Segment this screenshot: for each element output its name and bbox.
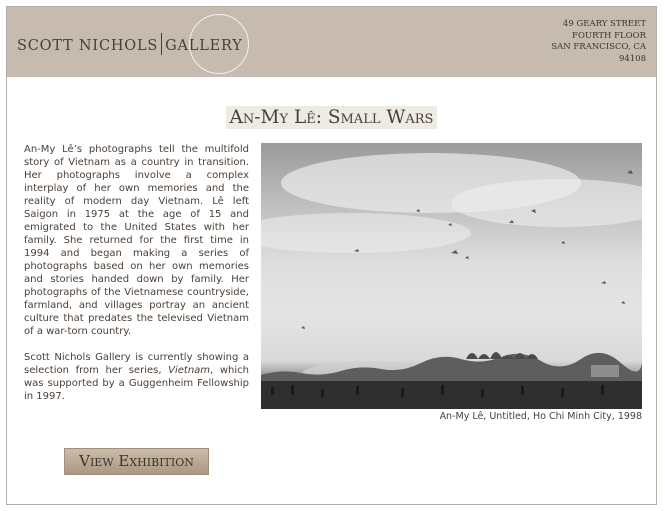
bio-series-name: Vietnam [168,365,211,376]
address-line-street: 49 GEARY STREET [562,19,646,29]
view-exhibition-button[interactable]: View Exhibition [64,448,209,475]
logo-text-left: SCOTT NICHOLS [17,38,159,54]
artist-bio [24,143,249,416]
photo-scene [261,143,642,409]
logo-circle-icon [189,14,249,74]
address-line-zip: 94108 [618,53,646,64]
address-line-city: SAN FRANCISCO, CA [551,42,646,52]
address-line-floor: FOURTH FLOOR [572,30,646,41]
photo-caption: An-My Lê, Untitled, Ho Chi Minh City, 1998 [439,411,642,422]
page-frame [6,6,657,505]
exhibition-title [7,107,656,128]
bio-p2-end: , which was supported by a Guggenheim Fellowship in 1997. [24,365,249,402]
bio-paragraph-1: An-My Lê’s photographs tell the multifold story of Vietnam as a country in transition. Her photographs involve a complex interplay of her own memories and the reality of modern day Vietnam. Lê left Saigon in 1975 at the age of 15 and emigrated to the United States with her family. She returned for the first time in 1994 and began making a series of photographs based on her own memories and stories handed down by family. Her photographs of the Vietnamese countryside, farmland, and villages portray an ancient culture that predates the televised Vietnam of a war-torn country. [24,144,249,337]
logo-divider [161,33,162,55]
exhibition-title-text: An-My Lê: Small Wars [226,106,438,129]
bio-paragraph-2 [24,351,249,403]
bio-p2-start: Scott Nichols Gallery is currently showing a selection from her series, [24,352,249,376]
exhibition-photo [261,143,642,409]
gallery-address [551,19,646,65]
logo-text-right: GALLERY [165,38,243,54]
site-header [7,7,656,77]
